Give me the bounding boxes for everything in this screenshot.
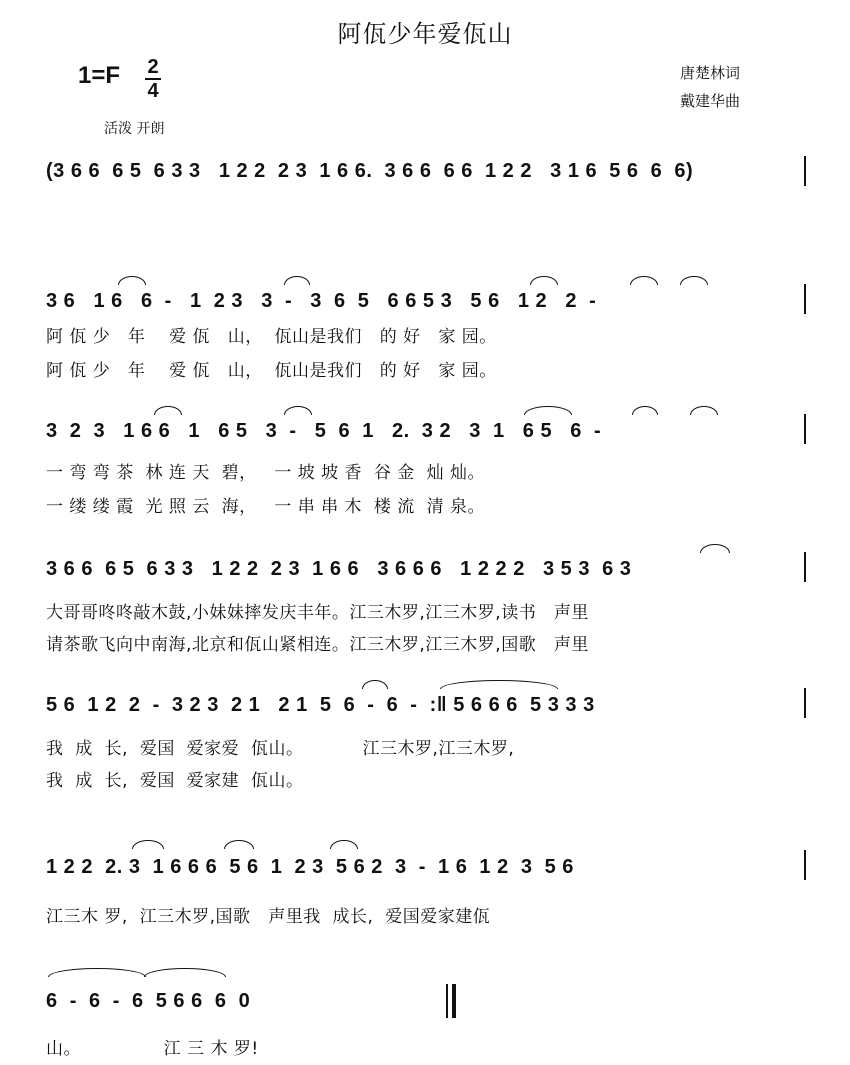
slur bbox=[632, 406, 658, 415]
slur bbox=[132, 840, 164, 849]
lyrics-row-4-verse-1: 我 成 长, 爱国 爱家爱 佤山。 江三木罗,江三木罗, bbox=[46, 739, 515, 759]
barline bbox=[804, 156, 806, 186]
lyrics-row-4-verse-2: 我 成 长, 爱国 爱家建 佤山。 bbox=[46, 771, 304, 791]
composer-credit: 戴建华曲 bbox=[680, 92, 741, 110]
slur bbox=[630, 276, 658, 285]
final-barline-thick bbox=[452, 984, 456, 1018]
slur bbox=[362, 680, 388, 689]
score-row-2: 3 2 3 1 6 6 1 6 5 3 - 5 6 1 2. 3 2 3 1 6 5 6 - bbox=[46, 420, 602, 442]
slur bbox=[224, 840, 254, 849]
slur bbox=[284, 406, 312, 415]
score-row-1: 3 6 1 6 6 - 1 2 3 3 - 3 6 5 6 6 5 3 5 6 1 2 2 - bbox=[46, 290, 597, 312]
tempo-marking: 活泼 开朗 bbox=[104, 121, 165, 137]
final-barline-thin bbox=[446, 984, 448, 1018]
lyrics-row-1-verse-1: 阿 佤 少 年 爱 佤 山， 佤山是我们 的 好 家 园。 bbox=[46, 327, 497, 347]
lyrics-row-2-verse-2: 一 缕 缕 霞 光 照 云 海， 一 串 串 木 楼 流 清 泉。 bbox=[46, 497, 485, 517]
slur bbox=[118, 276, 146, 285]
lyrics-row-6: 山。 江 三 木 罗! bbox=[46, 1039, 259, 1059]
score-row-5: 1 2 2 2. 3 1 6 6 6 5 6 1 2 3 5 6 2 3 - 1 6 1 2 3 5 6 bbox=[46, 856, 574, 878]
barline bbox=[804, 414, 806, 444]
slur bbox=[284, 276, 310, 285]
lyrics-row-3-verse-2: 请茶歌飞向中南海,北京和佤山紧相连。江三木罗,江三木罗,国歌 声里 bbox=[46, 635, 589, 655]
slur bbox=[700, 544, 730, 553]
score-row-6: 6 - 6 - 6 5 6 6 6 0 bbox=[46, 990, 251, 1012]
time-signature bbox=[144, 56, 162, 102]
barline bbox=[804, 688, 806, 718]
score-row-4: 5 6 1 2 2 - 3 2 3 2 1 2 1 5 6 - 6 - :‖ 5 6 6 6 5 3 3 3 bbox=[46, 694, 595, 716]
barline bbox=[804, 552, 806, 582]
tie bbox=[48, 968, 146, 977]
score-row-3: 3 6 6 6 5 6 3 3 1 2 2 2 3 1 6 6 3 6 6 6 1 2 2 2 3 5 3 6 3 bbox=[46, 558, 632, 580]
barline bbox=[804, 850, 806, 880]
lyrics-row-5: 江三木 罗, 江三木罗,国歌 声里我 成长, 爱国爱家建佤 bbox=[46, 907, 491, 927]
barline bbox=[804, 284, 806, 314]
slur bbox=[154, 406, 182, 415]
time-signature-top: 2 bbox=[147, 56, 159, 78]
slur bbox=[690, 406, 718, 415]
page-title: 阿佤少年爱佤山 bbox=[337, 20, 513, 48]
time-signature-bottom: 4 bbox=[147, 80, 159, 102]
lyrics-row-3-verse-1: 大哥哥咚咚敲木鼓,小妹妹摔发庆丰年。江三木罗,江三木罗,读书 声里 bbox=[46, 603, 589, 623]
key-signature: 1=F bbox=[78, 62, 121, 89]
slur bbox=[524, 406, 572, 415]
score-row-intro: (3 6 6 6 5 6 3 3 1 2 2 2 3 1 6 6. 3 6 6 6 6 1 2 2 3 1 6 5 6 6 6) bbox=[46, 160, 694, 182]
tie bbox=[144, 968, 226, 977]
lyricist-credit: 唐楚林词 bbox=[680, 64, 741, 82]
tie bbox=[440, 680, 558, 689]
lyrics-row-1-verse-2: 阿 佤 少 年 爱 佤 山， 佤山是我们 的 好 家 园。 bbox=[46, 361, 497, 381]
slur bbox=[330, 840, 358, 849]
slur bbox=[530, 276, 558, 285]
lyrics-row-2-verse-1: 一 弯 弯 茶 林 连 天 碧， 一 坡 坡 香 谷 金 灿 灿。 bbox=[46, 463, 485, 483]
slur bbox=[680, 276, 708, 285]
